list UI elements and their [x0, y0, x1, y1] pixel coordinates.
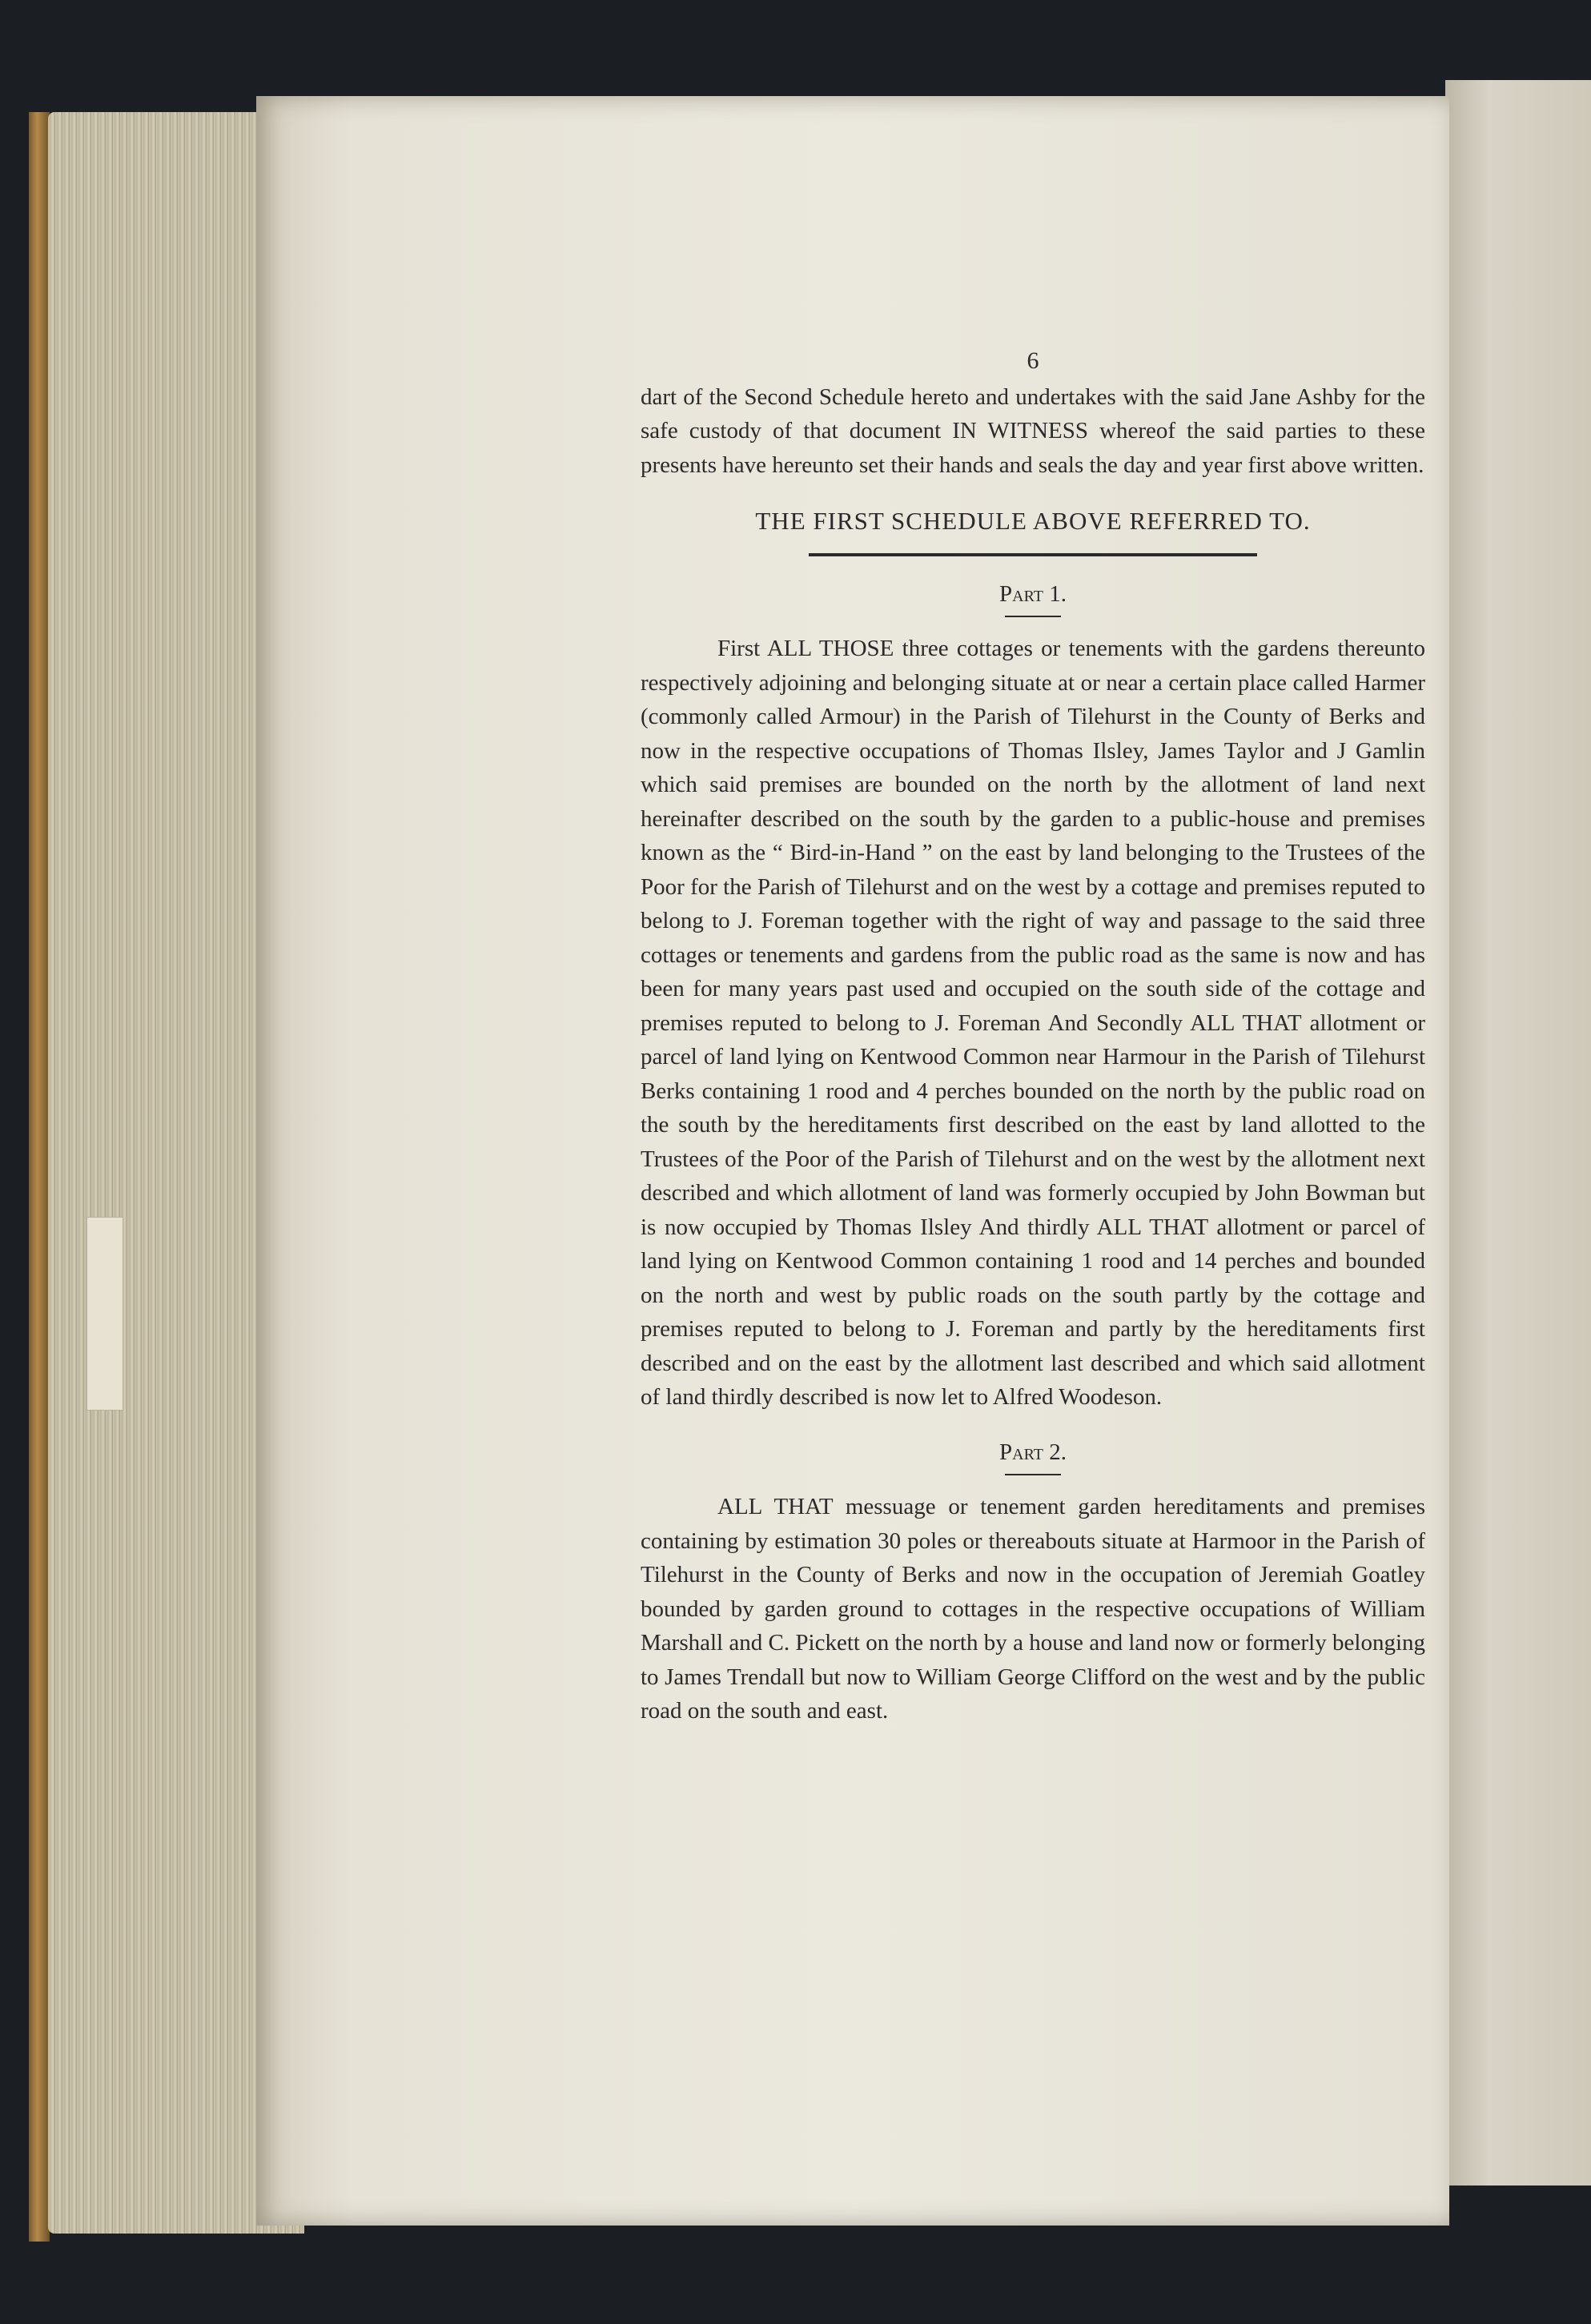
part-2-title: Part 2.: [999, 1439, 1067, 1465]
part-1-rule: [1005, 616, 1061, 617]
part-1-title: Part 1.: [999, 580, 1067, 607]
facing-page-edge: [1445, 80, 1591, 2186]
book-cover-edge: [29, 112, 50, 2242]
part-2-text: ALL THAT messuage or tenement garden hereditaments and premises containing by estimation 30 poles or thereabouts situate at Harmoor in the Parish of Tilehurst in the County of Berks and now in the occupation of Jeremiah Goatley bounded by garden ground to cottages in the respective occupations of William Marshall and C. Pickett on the north by a house and land now or formerly belonging to James Trendall but now to William George Clifford on the west and by the public road on the south and east.: [641, 1494, 1425, 1724]
schedule-heading: THE FIRST SCHEDULE ABOVE REFERRED TO.: [755, 507, 1311, 535]
page-number: 6: [1027, 347, 1039, 374]
part-2-rule: [1005, 1474, 1061, 1475]
heading-rule: [809, 553, 1257, 556]
page-tab-marker: [86, 1217, 123, 1411]
part-1-text: First ALL THOSE three cottages or tenements with the gardens thereunto respectively adjoining and belonging situate at or near a certain place called Harmer (commonly called Armour) in the Parish of Tilehurst in the County of Berks and now in the respective occupations of Thomas Ilsley, James Taylor and J Gamlin which said premises are bounded on the north by the allotment of land next hereinafter described on the south by the garden to a public-house and premises known as the “ Bird-in-Hand ” on the east by land belonging to the Trustees of the Poor for the Parish of Tilehurst and on the west by a cottage and premises reputed to belong to J. Foreman together with the right of way and passage to the said three cottages or tenements and gardens from the public road as the same is now and has been for many years past used and occupied on the south side of the cottage and premises reputed to belong to J. Foreman And Secondly ALL THAT allotment or parcel of land lying on Kentwood Common near Harmour in the Parish of Tilehurst Berks containing 1 rood and 4 perches bounded on the north by the public road on the south by the hereditaments first described on the east by land allotted to the Trustees of the Poor of the Parish of Tilehurst and on the west by the allotment next described and which allotment of land was formerly occupied by John Bowman but is now occupied by Thomas Ilsley And thirdly ALL THAT allotment or parcel of land lying on Kentwood Common containing 1 rood and 14 perches and bounded on the north and west by public roads on the south partly by the cottage and premises reputed to belong to J. Foreman and partly by the hereditaments first described and on the east by the allotment last described and which said allotment of land thirdly described is now let to Alfred Woodeson.: [641, 636, 1425, 1410]
page-text-block: [641, 344, 1425, 1728]
intro-paragraph: dart of the Second Schedule hereto and undertakes with the said Jane Ashby for the safe custody of that document IN WITNESS whereof the said parties to these presents have hereunto set their hands and seals the day and year first above written.: [641, 383, 1425, 478]
